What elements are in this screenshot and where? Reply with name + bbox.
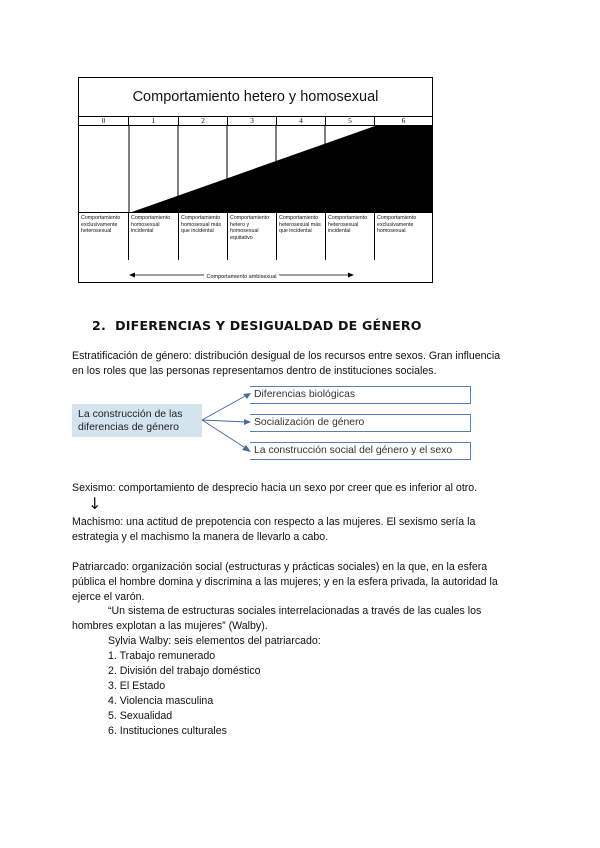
patriarchy-line: Patriarcado: organización social (estructuras y prácticas sociales) en la que, en la esfera: [72, 561, 488, 573]
scale-4: 4: [277, 116, 326, 125]
list-item: 3. El Estado: [108, 680, 166, 692]
stratification-line: Estratificación de género: distribución desigual de los recursos entre sexos. Gran influencia: [72, 350, 501, 362]
patriarchy-line: pública el hombre domina y discrimina a las mujeres; y en la esfera privada, la autoridad la: [72, 576, 498, 588]
stratification-line: en los roles que las personas representamos dentro de instituciones sociales.: [72, 365, 437, 377]
list-item: 2. División del trabajo doméstico: [108, 665, 261, 677]
arrow-line: [202, 395, 247, 420]
machismo-line: Machismo: una actitud de prepotencia con respecto a las mujeres. El sexismo sería la: [72, 516, 476, 528]
machismo-line: estrategia y el machismo la manera de llevarlo a cabo.: [72, 531, 329, 543]
desc-3: Comportamiento hetero y homosexual equitativo: [228, 212, 277, 260]
ambisexual-label: Comportamiento ambisexual: [206, 274, 277, 280]
section-number: 2.: [92, 318, 106, 333]
arrow-line: [202, 420, 247, 449]
figure-title: Comportamiento hetero y homosexual: [79, 78, 432, 117]
diagram-source-line: diferencias de género: [78, 421, 179, 433]
desc-0: Comportamiento exclusivamente heterosexual: [79, 212, 129, 260]
diagram-target-2: Socialización de género: [250, 414, 471, 432]
list-item: 5. Sexualidad: [108, 710, 173, 722]
walby-intro: Sylvia Walby: seis elementos del patriarcado:: [108, 635, 321, 647]
sexism-definition: Sexismo: comportamiento de desprecio hacia un sexo por creer que es inferior al otro.: [72, 482, 478, 494]
desc-6: Comportamiento exclusivamente homosexual: [377, 215, 417, 235]
patriarchy-paragraph: [72, 560, 498, 605]
scale-5: 5: [326, 116, 375, 125]
list-item: 1. Trabajo remunerado: [108, 650, 216, 662]
graph-triangle: [129, 126, 432, 213]
list-item: 6. Instituciones culturales: [108, 725, 227, 737]
quote-line: “Un sistema de estructuras sociales interrelacionadas a través de las cuales los: [108, 605, 482, 617]
figure-scale-row: [79, 116, 432, 126]
scale-1: 1: [129, 116, 179, 125]
section-title: DIFERENCIAS Y DESIGUALDAD DE GÉNERO: [115, 318, 422, 333]
walby-quote: [72, 604, 481, 634]
scale-2: 2: [179, 116, 228, 125]
scale-3: 3: [228, 116, 277, 125]
figure-descriptions: [79, 212, 432, 260]
kinsey-scale-figure: [78, 77, 433, 283]
walby-elements: [108, 634, 321, 739]
patriarchy-line: ejerce el varón.: [72, 591, 145, 603]
down-arrow-icon: ↓: [88, 494, 102, 513]
desc-4: Comportamiento heterosexual más que incidental: [277, 212, 326, 260]
quote-line: hombres explotan a las mujeres” (Walby).: [72, 620, 268, 632]
stratification-paragraph: [72, 349, 500, 379]
scale-0: 0: [79, 116, 129, 125]
machismo-paragraph: [72, 515, 475, 545]
diagram-source-line: La construcción de las: [78, 408, 183, 420]
list-item: 4. Violencia masculina: [108, 695, 214, 707]
diagram-target-3: La construcción social del género y el sexo: [250, 442, 471, 460]
diagram-target-1: Diferencias biológicas: [250, 386, 471, 404]
scale-6: 6: [401, 116, 406, 125]
section-heading: [92, 318, 422, 333]
diagram-source-box: [72, 404, 202, 437]
arrow-line: [202, 420, 247, 422]
figure-triangle-graph: [79, 126, 432, 213]
desc-5: Comportamiento heterosexual incidental: [326, 212, 375, 260]
desc-2: Comportamiento homosexual más que incidental: [179, 212, 228, 260]
desc-1: Comportamiento homosexual incidental: [129, 212, 179, 260]
